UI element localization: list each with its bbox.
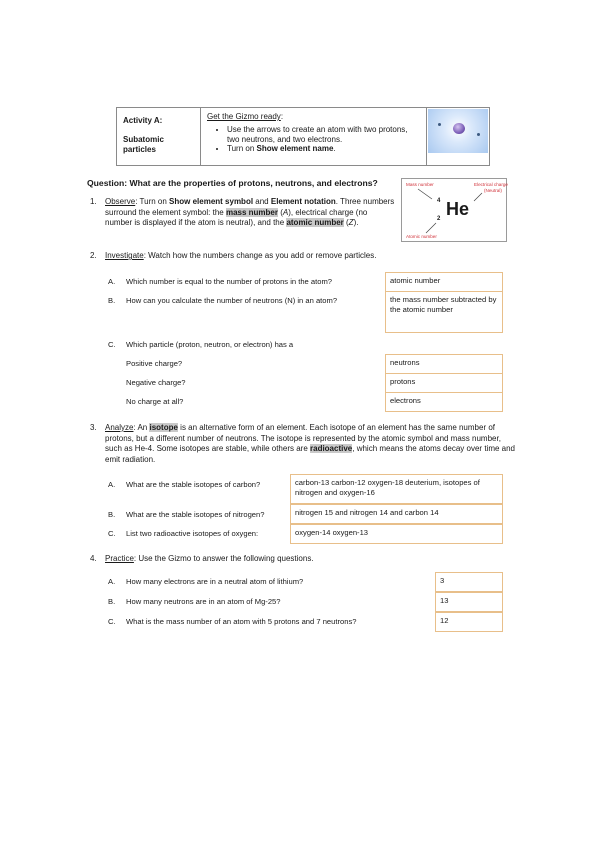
q4b-question: How many neutrons are in an atom of Mg-25? [126,597,281,606]
q3-text [105,423,520,465]
setup-bullet [227,144,420,154]
atom-background [428,109,488,153]
q1-label: Observe [105,197,136,206]
mass-number-label: Mass number [406,182,434,187]
q2-text [105,251,505,262]
q2b-answer[interactable]: the mass number subtracted by the atomic number [385,291,503,333]
q4a-question: How many electrons are in a neutral atom of lithium? [126,577,304,586]
no-charge-answer[interactable]: electrons [385,392,503,412]
electron-dot [438,123,441,126]
q2a-question: Which number is equal to the number of protons in the atom? [126,277,332,286]
charge-sub-label: (Neutral) [484,188,502,193]
bold-text: Show element symbol [169,197,254,206]
q3c-question: List two radioactive isotopes of oxygen: [126,529,259,538]
q1-text [105,197,395,229]
atomic-number-label: Atomic number [406,234,437,239]
q3c-letter: C. [108,529,116,538]
highlight-mass-number: mass number [225,207,278,217]
q1-number: 1. [90,197,97,206]
negative-charge-answer[interactable]: protons [385,373,503,393]
text: : Turn on [135,197,170,206]
mass-value: 4 [437,198,441,204]
positive-charge-answer[interactable]: neutrons [385,354,503,374]
activity-title-cell [117,108,201,165]
text: ). [353,218,359,227]
no-charge-question: No charge at all? [126,397,184,406]
bullet-end: . [333,144,336,153]
activity-setup-cell [201,108,427,165]
q3c-answer[interactable]: oxygen-14 oxygen-13 [290,524,503,544]
mass-pointer [418,189,432,199]
q3a-answer[interactable]: carbon-13 carbon-12 oxygen-18 deuterium, isotopes of nitrogen and oxygen-16 [290,474,503,504]
bullet-text: Turn on [227,144,257,153]
q3-number: 3. [90,423,97,432]
q3a-question: What are the stable isotopes of carbon? [126,480,261,489]
activity-subtitle: Subatomic particles [123,135,164,154]
q3-label: Analyze [105,423,134,432]
activity-title: Activity A: [123,116,163,125]
q3b-letter: B. [108,510,116,519]
q3b-answer[interactable]: nitrogen 15 and nitrogen 14 and carbon 14 [290,504,503,524]
q2c-letter: C. [108,340,116,349]
q2-label: Investigate [105,251,144,260]
text: ), electrical charge (no number is displayed if the atom is neutral), and the [105,207,368,227]
q2a-letter: A. [108,277,116,286]
bullet-bold: Show element name [256,144,334,153]
text: : Use the Gizmo to answer the following questions. [133,554,314,563]
q2b-question: How can you calculate the number of neutrons (N) in an atom? [126,296,338,305]
activity-header-table [116,107,490,166]
setup-heading [207,112,420,121]
q4b-letter: B. [108,597,116,606]
q2-number: 2. [90,251,97,260]
q4b-answer[interactable]: 13 [435,592,503,612]
text: . Three numbers surround the element symbol: the [105,197,395,217]
text: is an alternative form of an element. Each isotope of an element has the same number of protons, but a different number of neutrons. The isotope is represented by the atomic symbol and mass number, such as He-4. Some isotopes are stable, while others are [105,423,501,453]
q4c-letter: C. [108,617,116,626]
q4a-letter: A. [108,577,116,586]
atomic-pointer [426,223,436,233]
text: , which means the atoms decay over time and emit radiation. [105,444,515,464]
positive-charge-question: Positive charge? [126,359,183,368]
q4c-question: What is the mass number of an atom with 5 protons and 7 neutrons? [126,617,357,626]
q2b-letter: B. [108,296,116,305]
atom-model-image [427,108,489,165]
text: ( [277,207,283,217]
text: and [253,197,271,206]
electron-dot [477,133,480,136]
negative-charge-question: Negative charge? [126,378,186,387]
setup-heading-suffix: : [280,112,284,121]
q4a-answer[interactable]: 3 [435,572,503,592]
setup-heading-text: Get the Gizmo ready [207,112,281,121]
q3b-question: What are the stable isotopes of nitrogen? [126,510,265,519]
highlight-isotope: isotope [149,423,178,432]
q3a-letter: A. [108,480,116,489]
charge-label: Electrical charge [474,182,508,187]
q2a-answer[interactable]: atomic number [385,272,503,292]
element-notation-diagram [401,178,507,242]
q4-number: 4. [90,554,97,563]
question-heading: Question: What are the properties of protons, neutrons, and electrons? [87,178,378,188]
q2c-question: Which particle (proton, neutron, or electron) has a [126,340,294,349]
nucleus-icon [453,123,465,134]
element-symbol: He [446,199,470,219]
highlight-radioactive: radioactive [310,444,353,453]
charge-pointer [474,193,482,201]
italic-text: Z [348,218,354,227]
highlight-atomic-number: atomic number [286,218,344,227]
text: : An [133,423,150,432]
q4-text [105,554,505,565]
setup-bullet: • Use the arrows to create an atom with two protons, two neutrons, and two electrons. [227,125,420,144]
setup-list [207,125,420,154]
q4-label: Practice [105,554,134,563]
text: : Watch how the numbers change as you add or remove particles. [143,251,377,260]
atomic-value: 2 [437,216,441,222]
text: ( [343,218,349,227]
italic-text: A [282,207,289,217]
q4c-answer[interactable]: 12 [435,612,503,632]
bold-text: Element notation [270,197,336,206]
